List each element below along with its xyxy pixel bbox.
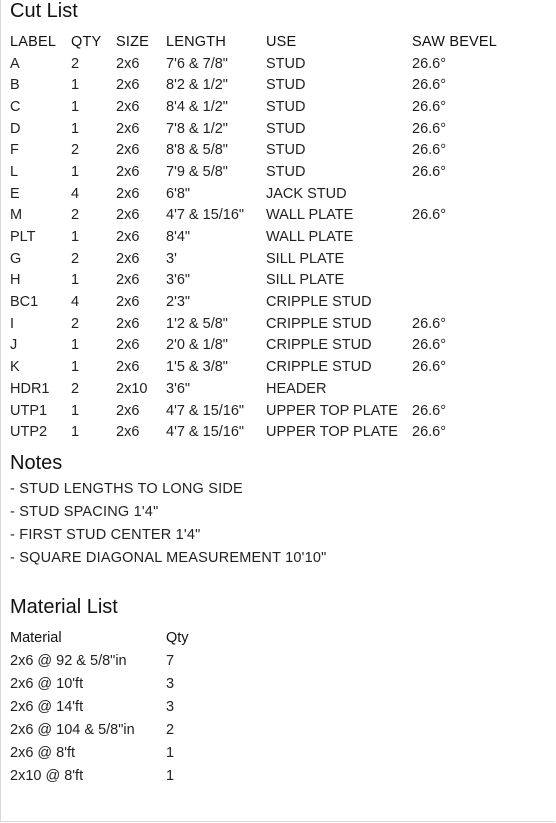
cell-label: BC1 <box>10 294 39 311</box>
cell-qty: 2 <box>71 142 80 159</box>
cell-saw-bevel: 26.6° <box>412 163 447 180</box>
cell-qty: 1 <box>166 767 175 784</box>
table-row <box>10 695 226 718</box>
document-content <box>10 0 555 787</box>
cell-label: H <box>10 272 21 289</box>
material-list-header-row <box>10 626 226 649</box>
cell-saw-bevel: 26.6° <box>412 55 447 72</box>
cell-qty: 2 <box>166 721 175 738</box>
cell-use: CRIPPLE STUD <box>266 294 372 311</box>
cell-size: 2x6 <box>116 77 140 94</box>
material-list-title: Material List <box>10 596 118 619</box>
cell-saw-bevel <box>412 248 512 270</box>
list-item: - SQUARE DIAGONAL MEASUREMENT 10'10" <box>10 550 327 567</box>
table-row <box>10 421 512 443</box>
cell-use: WALL PLATE <box>266 229 354 246</box>
cell-use: JACK STUD <box>266 185 347 202</box>
cell-use: STUD <box>266 77 306 94</box>
table-row <box>10 183 512 205</box>
table-row <box>10 356 512 378</box>
cell-qty: 2 <box>71 315 80 332</box>
cell-length: 7'9 & 5/8" <box>166 163 228 180</box>
cell-use: CRIPPLE STUD <box>266 359 372 376</box>
column-header-size: SIZE <box>116 33 150 50</box>
cell-material: 2x6 @ 14'ft <box>10 698 84 715</box>
cell-saw-bevel: 26.6° <box>412 359 447 376</box>
table-row <box>10 139 512 161</box>
cell-saw-bevel: 26.6° <box>412 402 447 419</box>
cell-use: STUD <box>266 120 306 137</box>
cell-length: 7'6 & 7/8" <box>166 55 228 72</box>
cell-qty: 1 <box>71 337 80 354</box>
table-row <box>10 270 512 292</box>
table-row <box>10 378 512 400</box>
table-row <box>10 649 226 672</box>
cell-size: 2x6 <box>116 55 140 72</box>
cell-length: 8'4 & 1/2" <box>166 98 228 115</box>
cell-saw-bevel <box>412 270 512 292</box>
cell-material: 2x6 @ 104 & 5/8"in <box>10 721 135 738</box>
cell-label: B <box>10 77 20 94</box>
cell-saw-bevel: 26.6° <box>412 315 447 332</box>
cell-size: 2x6 <box>116 424 140 441</box>
column-header-saw-bevel: SAW BEVEL <box>412 33 498 50</box>
cell-qty: 2 <box>71 250 80 267</box>
cell-qty: 1 <box>71 163 80 180</box>
cell-qty: 1 <box>71 402 80 419</box>
cell-length: 4'7 & 15/16" <box>166 424 245 441</box>
table-row <box>10 335 512 357</box>
cell-length: 6'8" <box>166 185 191 202</box>
cell-qty: 2 <box>71 380 80 397</box>
cell-saw-bevel: 26.6° <box>412 142 447 159</box>
cell-size: 2x6 <box>116 120 140 137</box>
cell-length: 8'4" <box>166 229 191 246</box>
cell-saw-bevel <box>412 183 512 205</box>
list-item: - STUD SPACING 1'4" <box>10 504 159 521</box>
cell-saw-bevel: 26.6° <box>412 98 447 115</box>
cell-use: SILL PLATE <box>266 272 345 289</box>
notes-list <box>10 478 555 570</box>
cell-length: 3' <box>166 250 177 267</box>
cell-label: C <box>10 98 21 115</box>
cell-use: SILL PLATE <box>266 250 345 267</box>
cell-size: 2x6 <box>116 207 140 224</box>
cell-label: UTP1 <box>10 402 48 419</box>
table-row <box>10 718 226 741</box>
cell-use: UPPER TOP PLATE <box>266 402 398 419</box>
cell-size: 2x6 <box>116 359 140 376</box>
table-row <box>10 248 512 270</box>
cell-qty: 1 <box>71 359 80 376</box>
list-item: - STUD LENGTHS TO LONG SIDE <box>10 481 243 498</box>
cell-size: 2x6 <box>116 185 140 202</box>
cell-size: 2x6 <box>116 402 140 419</box>
cell-label: PLT <box>10 229 36 246</box>
cell-length: 3'6" <box>166 272 191 289</box>
cell-size: 2x10 <box>116 380 148 397</box>
cell-material: 2x6 @ 10'ft <box>10 675 84 692</box>
column-header-use: USE <box>266 33 297 50</box>
cell-use: STUD <box>266 55 306 72</box>
table-row <box>10 118 512 140</box>
table-row <box>10 205 512 227</box>
table-row <box>10 74 512 96</box>
cell-length: 4'7 & 15/16" <box>166 402 245 419</box>
cell-size: 2x6 <box>116 250 140 267</box>
cell-size: 2x6 <box>116 315 140 332</box>
cell-size: 2x6 <box>116 142 140 159</box>
cut-list-body <box>10 53 512 443</box>
cell-material: 2x10 @ 8'ft <box>10 767 84 784</box>
cell-qty: 3 <box>166 675 175 692</box>
cell-use: STUD <box>266 163 306 180</box>
cell-label: E <box>10 185 20 202</box>
cell-label: L <box>10 163 19 180</box>
cell-qty: 1 <box>71 120 80 137</box>
cell-saw-bevel: 26.6° <box>412 337 447 354</box>
cell-size: 2x6 <box>116 163 140 180</box>
cell-label: UTP2 <box>10 424 48 441</box>
cell-qty: 1 <box>71 77 80 94</box>
cell-length: 4'7 & 15/16" <box>166 207 245 224</box>
cell-size: 2x6 <box>116 294 140 311</box>
cell-material: 2x6 @ 92 & 5/8"in <box>10 652 127 669</box>
cell-label: D <box>10 120 21 137</box>
column-header-material-qty: Qty <box>166 629 189 646</box>
table-row <box>10 53 512 75</box>
cell-label: HDR1 <box>10 380 50 397</box>
cell-use: STUD <box>266 98 306 115</box>
cell-material: 2x6 @ 8'ft <box>10 744 76 761</box>
cell-length: 1'5 & 3/8" <box>166 359 228 376</box>
cell-label: G <box>10 250 22 267</box>
column-header-qty: QTY <box>71 33 102 50</box>
cell-qty: 4 <box>71 294 80 311</box>
list-item: - FIRST STUD CENTER 1'4" <box>10 527 201 544</box>
cell-label: J <box>10 337 18 354</box>
cell-use: WALL PLATE <box>266 207 354 224</box>
column-header-length: LENGTH <box>166 33 227 50</box>
table-row <box>10 226 512 248</box>
cell-qty: 4 <box>71 185 80 202</box>
cell-qty: 1 <box>71 98 80 115</box>
cell-size: 2x6 <box>116 337 140 354</box>
cell-size: 2x6 <box>116 98 140 115</box>
cell-saw-bevel: 26.6° <box>412 207 447 224</box>
cell-size: 2x6 <box>116 229 140 246</box>
table-row <box>10 741 226 764</box>
cell-saw-bevel: 26.6° <box>412 77 447 94</box>
cell-use: HEADER <box>266 380 327 397</box>
cell-qty: 7 <box>166 652 175 669</box>
cell-saw-bevel: 26.6° <box>412 120 447 137</box>
cell-saw-bevel <box>412 291 512 313</box>
cell-label: A <box>10 55 20 72</box>
column-header-material: Material <box>10 629 62 646</box>
table-row <box>10 672 226 695</box>
cell-use: CRIPPLE STUD <box>266 337 372 354</box>
cut-list-header-row <box>10 31 512 53</box>
cell-label: I <box>10 315 15 332</box>
cell-qty: 1 <box>71 424 80 441</box>
material-list-body <box>10 649 226 787</box>
cell-use: UPPER TOP PLATE <box>266 424 398 441</box>
cell-qty: 1 <box>166 744 175 761</box>
cell-use: STUD <box>266 142 306 159</box>
cell-length: 1'2 & 5/8" <box>166 315 228 332</box>
cut-list-title: Cut List <box>10 0 78 22</box>
cell-label: K <box>10 359 20 376</box>
cell-use: CRIPPLE STUD <box>266 315 372 332</box>
cell-qty: 1 <box>71 229 80 246</box>
cell-saw-bevel: 26.6° <box>412 424 447 441</box>
cell-label: M <box>10 207 23 224</box>
cell-saw-bevel <box>412 378 512 400</box>
table-row <box>10 291 512 313</box>
cell-qty: 1 <box>71 272 80 289</box>
cell-qty: 2 <box>71 207 80 224</box>
cell-saw-bevel <box>412 226 512 248</box>
cut-list-table <box>10 31 512 443</box>
material-list-table <box>10 626 226 787</box>
table-row <box>10 764 226 787</box>
cell-length: 8'2 & 1/2" <box>166 77 228 94</box>
cell-length: 8'8 & 5/8" <box>166 142 228 159</box>
cell-size: 2x6 <box>116 272 140 289</box>
notes-title: Notes <box>10 452 63 475</box>
cell-qty: 2 <box>71 55 80 72</box>
table-row <box>10 161 512 183</box>
cell-label: F <box>10 142 19 159</box>
cell-length: 2'0 & 1/8" <box>166 337 228 354</box>
column-header-label: LABEL <box>10 33 57 50</box>
cell-length: 7'8 & 1/2" <box>166 120 228 137</box>
cell-qty: 3 <box>166 698 175 715</box>
table-row <box>10 400 512 422</box>
table-row <box>10 313 512 335</box>
cell-length: 3'6" <box>166 380 191 397</box>
table-row <box>10 96 512 118</box>
cell-length: 2'3" <box>166 294 191 311</box>
